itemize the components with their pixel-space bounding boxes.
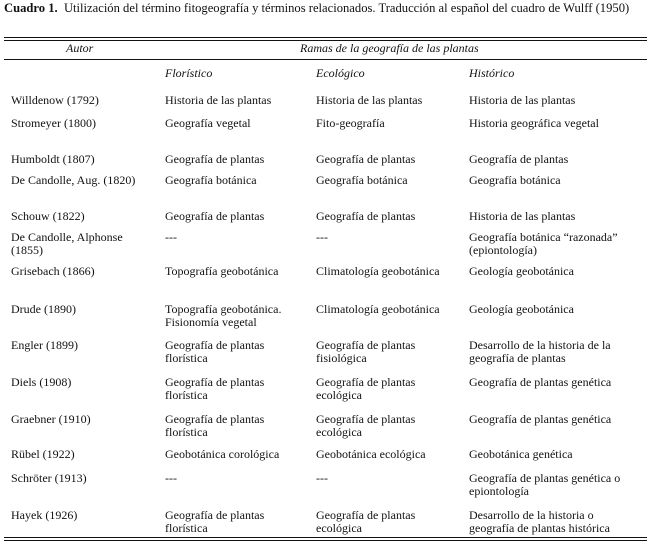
cell-line: Engler (1899)	[11, 338, 78, 352]
cell-line: Geografía de plantas	[165, 338, 265, 352]
cell-line: florística	[165, 351, 208, 365]
cell-line: Geografía de plantas	[316, 209, 416, 223]
cell-line: ecológica	[316, 521, 362, 535]
cell-line: ---	[316, 230, 328, 244]
cell-historico	[469, 153, 568, 166]
cell-autor	[11, 153, 95, 166]
cell-line: Historia de las plantas	[165, 93, 272, 107]
cell-autor	[11, 94, 99, 107]
cell-line: Geobotánica genética	[469, 447, 573, 461]
cell-historico	[469, 174, 561, 187]
cell-line: ---	[316, 471, 328, 485]
cell-line: Diels (1908)	[11, 375, 72, 389]
cell-autor	[11, 210, 85, 223]
cell-line: Historia de las plantas	[316, 93, 423, 107]
cell-line: (1855)	[11, 243, 43, 257]
cell-line: Historia de las plantas	[469, 93, 576, 107]
cell-floristico	[165, 117, 251, 130]
cell-line: fisiológica	[316, 351, 367, 365]
cell-floristico	[165, 174, 257, 187]
cell-historico	[469, 376, 611, 389]
cell-line: Geografía botánica	[316, 173, 408, 187]
cell-line: ---	[165, 230, 177, 244]
cell-line: florística	[165, 521, 208, 535]
cell-historico	[469, 210, 575, 223]
cell-line: Topografía geobotánica	[165, 264, 279, 278]
bottom-rule	[4, 537, 647, 538]
bottom-rule-double	[4, 540, 647, 541]
cell-line: Geobotánica corológica	[165, 447, 280, 461]
cell-ecologico	[316, 413, 415, 439]
cell-line: Historia geográfica vegetal	[469, 116, 599, 130]
cell-ecologico	[316, 448, 426, 461]
cell-line: Geografía de plantas	[316, 412, 416, 426]
top-rule	[4, 37, 647, 38]
cell-line: Fisionomía vegetal	[165, 315, 257, 329]
cell-autor	[11, 174, 135, 187]
cell-line: Graebner (1910)	[11, 412, 91, 426]
cell-ecologico	[316, 210, 415, 223]
cell-line: Stromeyer (1800)	[11, 116, 96, 130]
header-rule	[4, 59, 647, 60]
cell-autor	[11, 303, 76, 316]
table-caption	[4, 1, 650, 16]
cell-autor	[11, 448, 75, 461]
cell-line: Geografía de plantas	[316, 508, 416, 522]
cell-autor	[11, 413, 91, 426]
cell-ecologico	[316, 376, 415, 402]
column-header-ecologico: Ecológico	[316, 66, 365, 80]
cell-line: epiontología	[469, 484, 529, 498]
cell-line: geografía de plantas histórica	[469, 521, 610, 535]
cell-floristico	[165, 153, 264, 166]
cell-ecologico	[316, 153, 415, 166]
cell-floristico	[165, 94, 271, 107]
cell-line: ecológica	[316, 425, 362, 439]
cell-historico	[469, 472, 620, 498]
cell-line: Geografía de plantas	[469, 152, 569, 166]
cell-line: Desarrollo de la historia o	[469, 508, 594, 522]
cell-ecologico	[316, 174, 408, 187]
cell-ecologico	[316, 94, 422, 107]
cell-autor	[11, 509, 77, 522]
cell-floristico	[165, 509, 264, 535]
cell-floristico	[165, 448, 279, 461]
cell-autor	[11, 376, 71, 389]
cell-historico	[469, 117, 599, 130]
cell-ecologico	[316, 472, 328, 485]
cell-line: Geobotánica ecológica	[316, 447, 426, 461]
cell-autor	[11, 117, 96, 130]
cell-line: Desarrollo de la historia de la	[469, 338, 611, 352]
cell-line: Geografía botánica “razonada”	[469, 230, 618, 244]
cell-line: Rübel (1922)	[11, 447, 75, 461]
header-ramas: Ramas de la geografía de las plantas	[300, 41, 479, 55]
cell-floristico	[165, 413, 264, 439]
cell-historico	[469, 265, 574, 278]
cell-line: ecológica	[316, 388, 362, 402]
cell-line: Topografía geobotánica.	[165, 302, 282, 316]
cell-historico	[469, 448, 573, 461]
column-header-floristico: Florístico	[165, 66, 213, 80]
cell-line: Geografía de plantas	[165, 152, 265, 166]
cell-ecologico	[316, 117, 385, 130]
cell-autor	[11, 231, 123, 257]
cell-line: (epiontología)	[469, 243, 537, 257]
cell-line: Geografía de plantas genética	[469, 412, 612, 426]
cell-line: Geografía de plantas	[316, 375, 416, 389]
cell-floristico	[165, 472, 177, 485]
cell-line: florística	[165, 388, 208, 402]
cell-line: Grisebach (1866)	[11, 264, 95, 278]
cell-line: Geografía botánica	[165, 173, 257, 187]
cell-line: Geografía vegetal	[165, 116, 251, 130]
cell-line: florística	[165, 425, 208, 439]
cell-line: Climatología geobotánica	[316, 264, 440, 278]
cell-ecologico	[316, 509, 415, 535]
cell-line: Schouw (1822)	[11, 209, 85, 223]
cell-line: Hayek (1926)	[11, 508, 78, 522]
cell-line: Geografía de plantas	[165, 412, 265, 426]
cell-floristico	[165, 303, 281, 329]
cell-line: Schröter (1913)	[11, 471, 87, 485]
cell-autor	[11, 265, 95, 278]
cell-line: Geografía de plantas	[165, 375, 265, 389]
cell-historico	[469, 231, 618, 257]
cell-floristico	[165, 376, 264, 402]
cell-ecologico	[316, 339, 415, 365]
cell-line: De Candolle, Alphonse	[11, 230, 123, 244]
cell-line: Geología geobotánica	[469, 264, 574, 278]
cell-line: Fito-geografía	[316, 116, 385, 130]
header-autor: Autor	[66, 41, 94, 55]
cell-line: Geografía de plantas	[316, 152, 416, 166]
cell-line: Geología geobotánica	[469, 302, 574, 316]
cell-line: Climatología geobotánica	[316, 302, 440, 316]
cell-floristico	[165, 231, 177, 244]
cell-floristico	[165, 210, 264, 223]
cell-line: Historia de las plantas	[469, 209, 576, 223]
cell-line: Willdenow (1792)	[11, 93, 99, 107]
cell-ecologico	[316, 231, 328, 244]
cell-historico	[469, 509, 610, 535]
table-caption-label: Cuadro 1.	[4, 1, 58, 15]
cell-autor	[11, 339, 78, 352]
cell-line: Geografía de plantas	[165, 209, 265, 223]
cell-historico	[469, 339, 611, 365]
cell-line: Drude (1890)	[11, 302, 76, 316]
cell-historico	[469, 303, 574, 316]
cell-line: Humboldt (1807)	[11, 152, 95, 166]
column-header-historico: Histórico	[469, 66, 515, 80]
cell-line: Geografía de plantas	[316, 338, 416, 352]
cell-floristico	[165, 339, 264, 365]
cell-historico	[469, 413, 611, 426]
cell-line: Geografía de plantas genética	[469, 375, 612, 389]
cell-floristico	[165, 265, 278, 278]
cell-historico	[469, 94, 575, 107]
cell-line: ---	[165, 471, 177, 485]
cell-line: Geografía de plantas genética o	[469, 471, 621, 485]
cell-line: Geografía de plantas	[165, 508, 265, 522]
cell-ecologico	[316, 265, 440, 278]
table-caption-text: Utilización del término fitogeografía y términos relacionados. Traducción al español del cuadro de Wulff (1950)	[63, 1, 630, 15]
cell-line: Geografía botánica	[469, 173, 561, 187]
cell-line: geografía de plantas	[469, 351, 566, 365]
cell-ecologico	[316, 303, 440, 316]
cell-line: De Candolle, Aug. (1820)	[11, 173, 136, 187]
cell-autor	[11, 472, 87, 485]
